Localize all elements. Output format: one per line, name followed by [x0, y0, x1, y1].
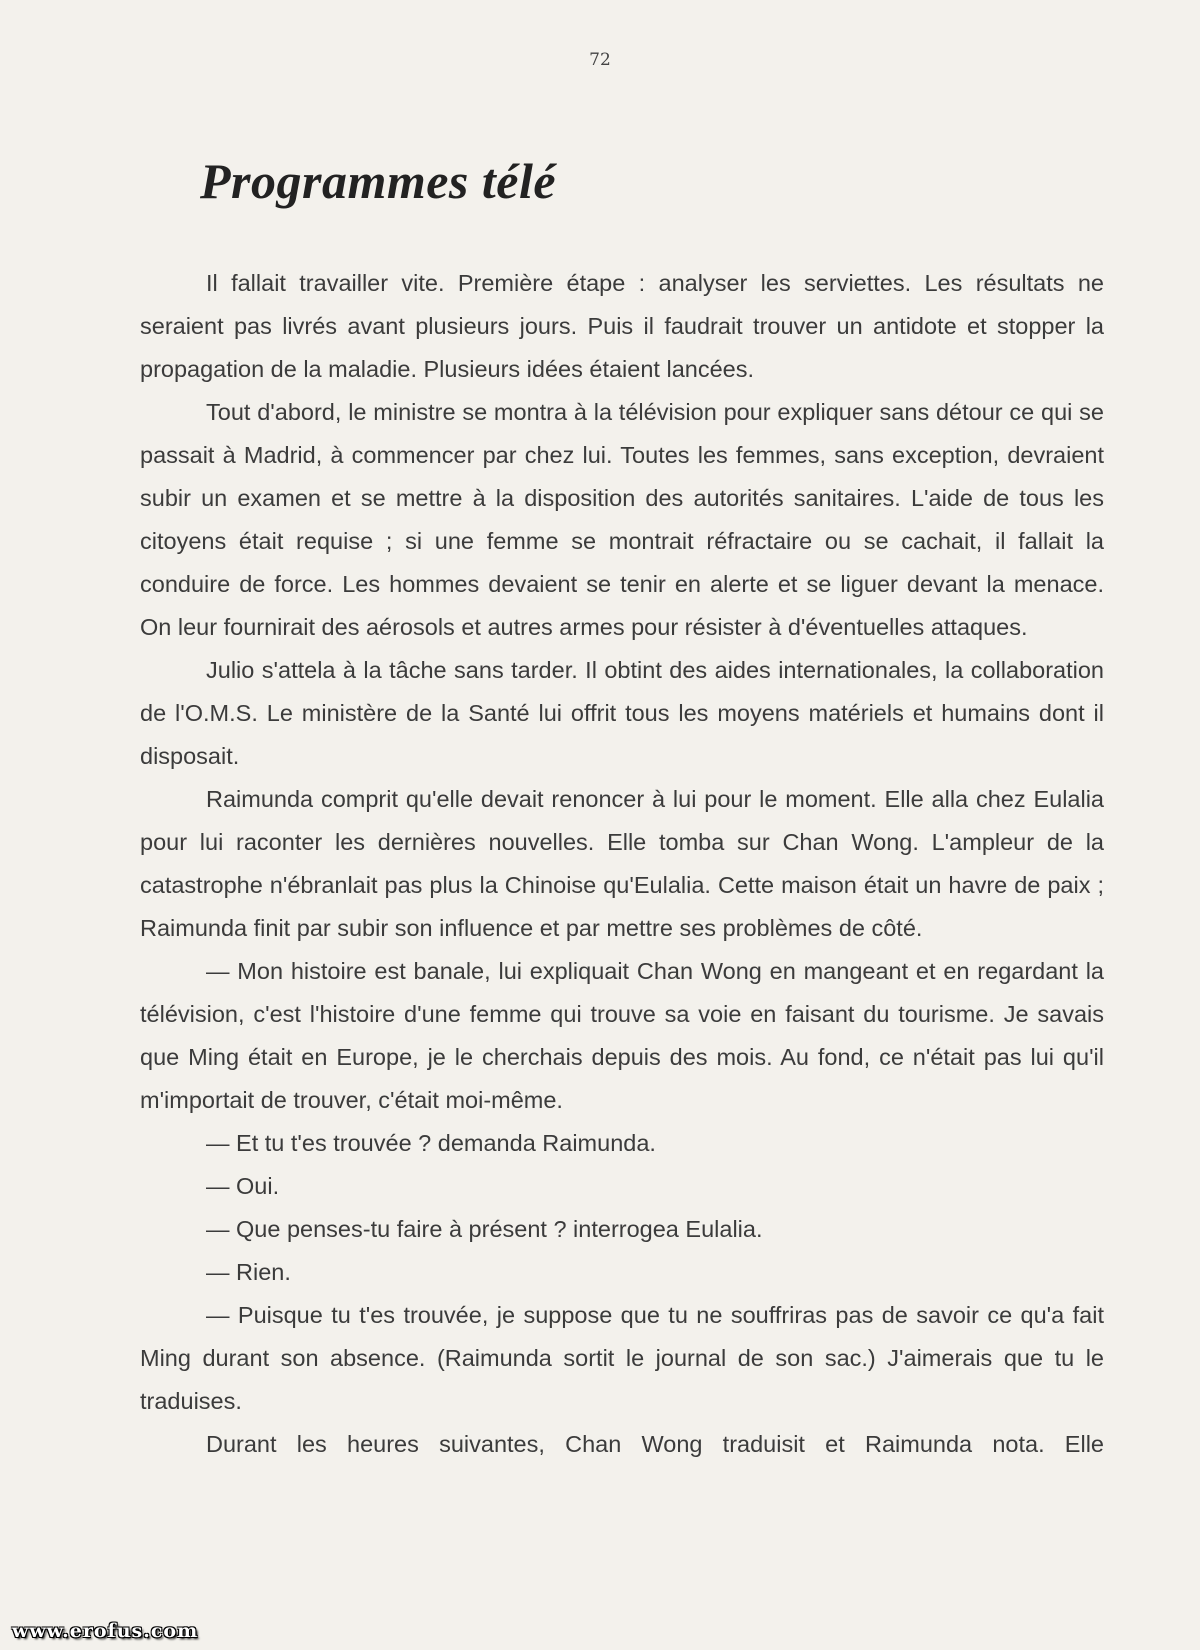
dialogue-paragraph: — Oui.	[206, 1173, 280, 1199]
dialogue-paragraph: — Que penses-tu faire à présent ? interrogea Eulalia.	[206, 1216, 763, 1242]
page-number: 72	[589, 50, 611, 70]
paragraph: Tout d'abord, le ministre se montra à la télévision pour expliquer sans détour ce qui se passait à Madrid, à commencer par chez lui. Toutes les femmes, sans exception, devraient subir un examen et se mettre à la disposition des autorités sanitaires. L'aide de tous les citoyens était requise ; si une femme se montrait réfractaire ou se cachait, il fallait la conduire de force. Les hommes devaient se tenir en alerte et se liguer devant la menace. On leur fournirait des aérosols et autres armes pour résister à d'éventuelles attaques.	[140, 399, 1104, 640]
paragraph-continued: Durant les heures suivantes, Chan Wong traduisit et Raimunda nota. Elle	[206, 1431, 1104, 1457]
dialogue-paragraph: — Et tu t'es trouvée ? demanda Raimunda.	[206, 1130, 656, 1156]
dialogue-paragraph: — Rien.	[206, 1259, 291, 1285]
chapter-title: Programmes télé	[200, 153, 557, 209]
dialogue-paragraph: — Mon histoire est banale, lui expliquait Chan Wong en mangeant et en regardant la télévision, c'est l'histoire d'une femme qui trouve sa voie en faisant du tourisme. Je savais que Ming était en Europe, je le cherchais depuis des mois. Au fond, ce n'était pas lui qu'il m'importait de trouver, c'était moi-même.	[140, 958, 1104, 1113]
paragraph: Julio s'attela à la tâche sans tarder. Il obtint des aides internationales, la collaboration de l'O.M.S. Le ministère de la Santé lui offrit tous les moyens matériels et humains dont il disposait.	[140, 657, 1104, 769]
paragraph: Il fallait travailler vite. Première étape : analyser les serviettes. Les résultats ne seraient pas livrés avant plusieurs jours. Puis il faudrait trouver un antidote et stopper la propagation de la maladie. Plusieurs idées étaient lancées.	[140, 270, 1104, 382]
dialogue-paragraph: — Puisque tu t'es trouvée, je suppose que tu ne souffriras pas de savoir ce qu'a fait Ming durant son absence. (Raimunda sortit le journal de son sac.) J'aimerais que tu le traduises.	[140, 1302, 1104, 1414]
body-text	[140, 262, 1104, 1466]
paragraph: Raimunda comprit qu'elle devait renoncer à lui pour le moment. Elle alla chez Eulalia pour lui raconter les dernières nouvelles. Elle tomba sur Chan Wong. L'ampleur de la catastrophe n'ébranlait pas plus la Chinoise qu'Eulalia. Cette maison était un havre de paix ; Raimunda finit par subir son influence et par mettre ses problèmes de côté.	[140, 786, 1104, 941]
watermark: www.erofus.com	[12, 1620, 199, 1642]
